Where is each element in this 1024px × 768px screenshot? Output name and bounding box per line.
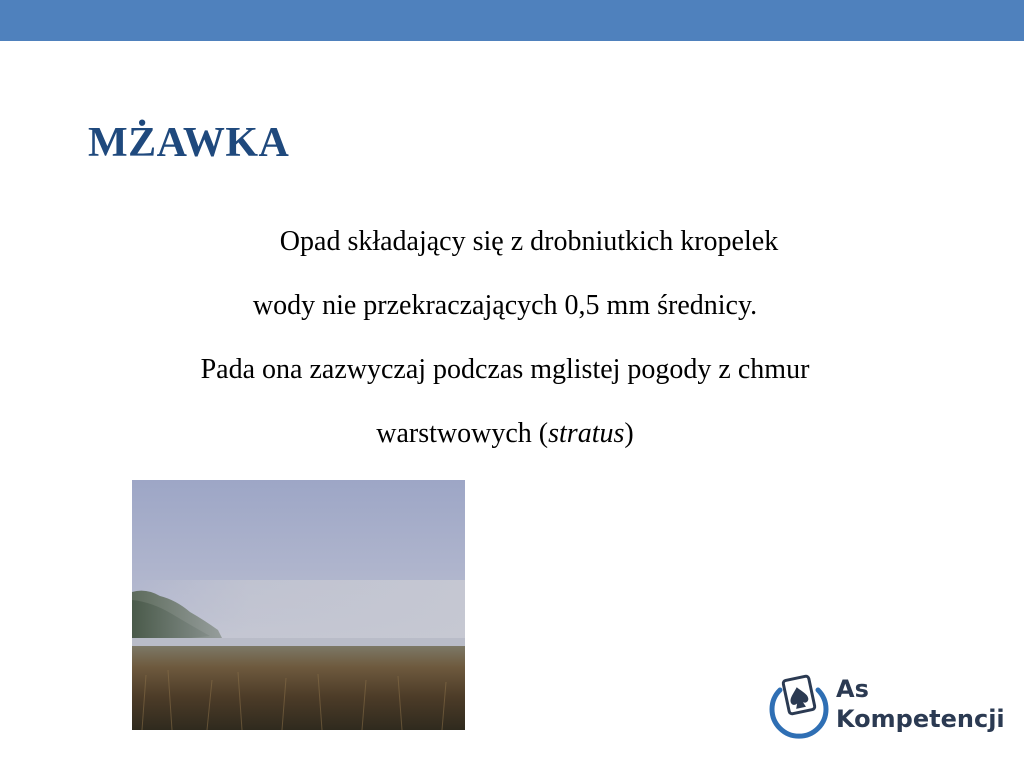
logo-text-line-2: Kompetencji xyxy=(836,705,1005,733)
stratus-term: stratus xyxy=(548,418,625,449)
spade-card-icon xyxy=(768,672,830,742)
body-line-4-prefix: warstwowych ( xyxy=(376,418,549,449)
body-line-3: Pada ona zazwyczaj podczas mglistej pogody z chmur xyxy=(200,354,810,385)
top-accent-bar xyxy=(0,0,1024,41)
body-line-2: wody nie przekraczających 0,5 mm średnicy. xyxy=(252,290,758,321)
drizzle-photo xyxy=(132,480,465,730)
slide-body-text xyxy=(90,210,920,466)
logo-text xyxy=(836,674,1005,734)
slide-title: MŻAWKA xyxy=(88,120,290,166)
body-line-1: Opad składający się z drobniutkich kropelek xyxy=(279,226,779,257)
as-kompetencji-logo xyxy=(768,672,1005,742)
body-line-4-suffix: ) xyxy=(624,418,634,449)
body-line-4 xyxy=(90,402,920,466)
logo-text-line-1: As xyxy=(836,675,869,703)
